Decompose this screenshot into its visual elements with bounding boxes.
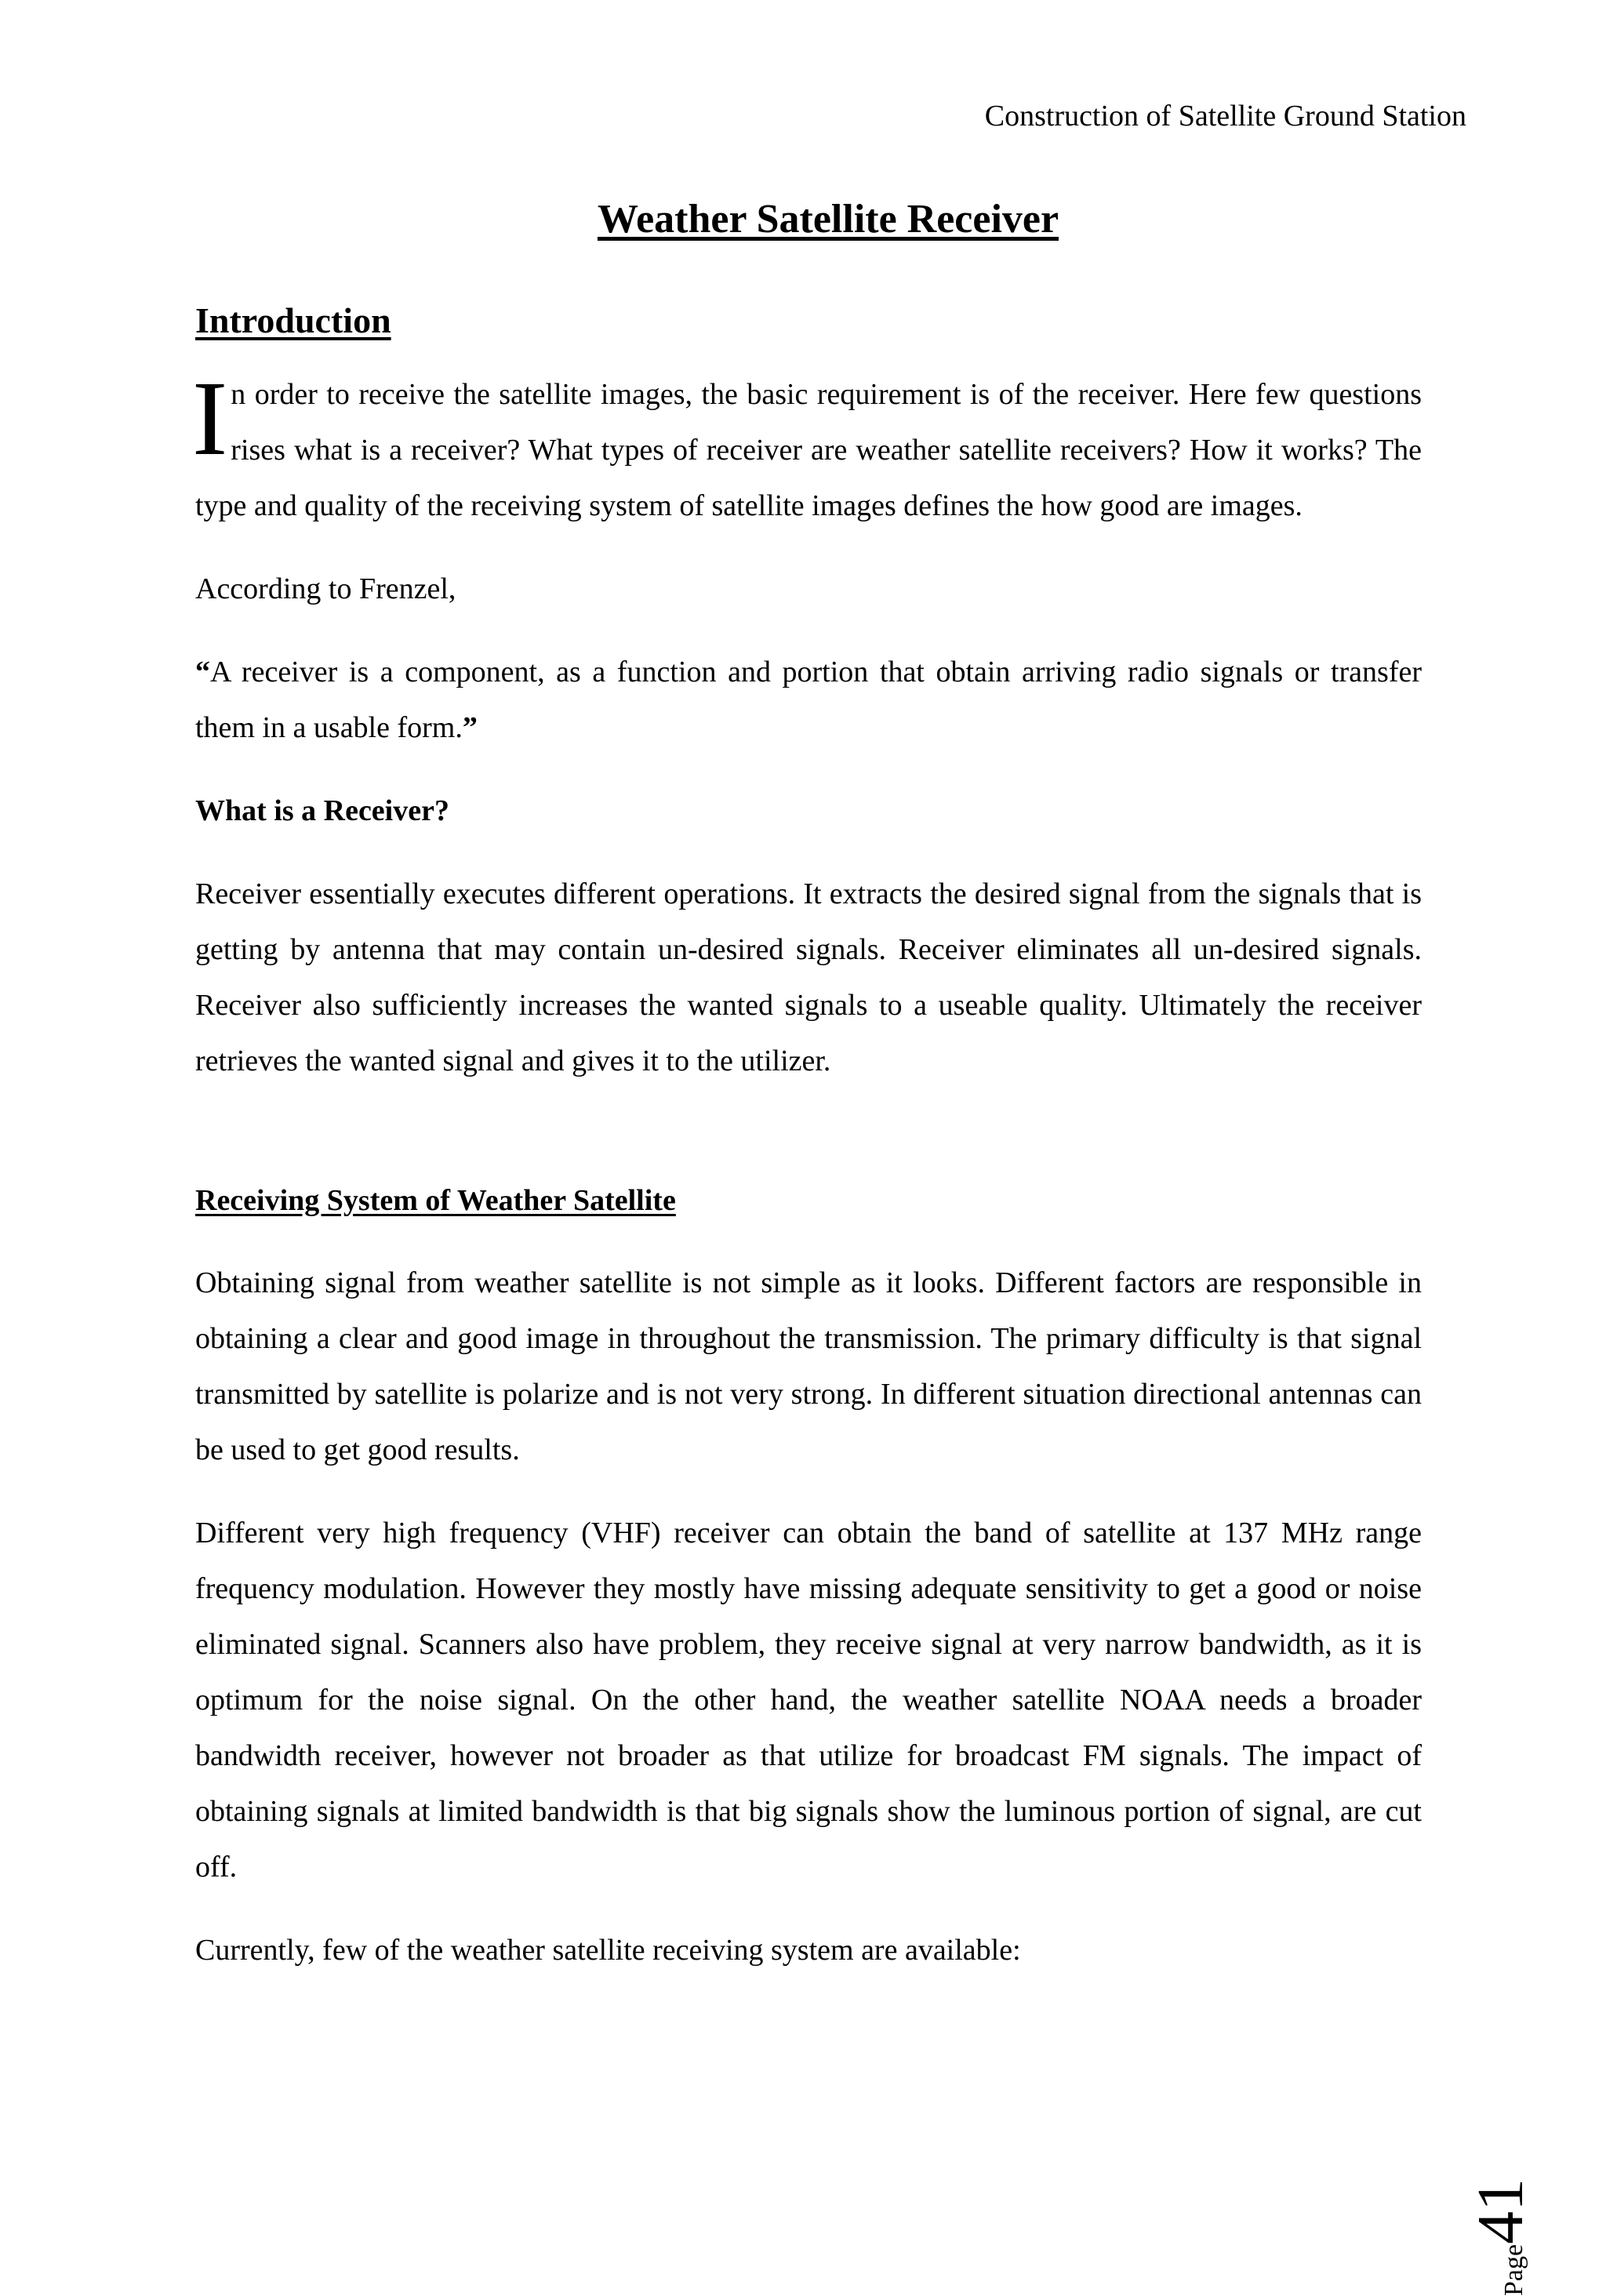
page-number xyxy=(1462,2061,1537,2296)
receiving-system-paragraph-1: Obtaining signal from weather satellite is not simple as it looks. Different factors are responsible in obtaining a clear and good image in throughout the transmission. The primary difficulty is that signal transmitted by satellite is polarize and is not very strong. In different situation directional antennas can be used to get good results. xyxy=(195,1266,1422,1466)
receiving-system-paragraph-3: Currently, few of the weather satellite receiving system are available: xyxy=(195,1934,1021,1967)
receiving-system-heading: Receiving System of Weather Satellite xyxy=(195,1184,676,1217)
what-is-receiver-heading: What is a Receiver? xyxy=(195,794,449,827)
page-label: Page xyxy=(1499,2243,1528,2296)
page-number-value: 41 xyxy=(1464,2178,1537,2244)
intro-paragraph xyxy=(192,360,1422,534)
running-header: Construction of Satellite Ground Station xyxy=(984,100,1466,133)
open-quote: “ xyxy=(195,656,210,688)
close-quote: ” xyxy=(462,711,478,744)
definition-quote xyxy=(195,645,1422,756)
document-title: Weather Satellite Receiver xyxy=(597,197,1059,242)
quote-text: A receiver is a component, as a function and portion that obtain arriving radio signals or transfer them in a usable form. xyxy=(195,656,1422,744)
what-is-receiver-paragraph: Receiver essentially executes different operations. It extracts the desired signal from the signals that is getting by antenna that may contain un-desired signals. Receiver eliminates all un-desired signals. Receiver also sufficiently increases the wanted signals to a useable quality. Ultimately the receiver retrieves the wanted signal and gives it to the utilizer. xyxy=(195,877,1422,1077)
receiving-system-paragraph-2: Different very high frequency (VHF) receiver can obtain the band of satellite at 137 MHz range frequency modulation. However they mostly have missing adequate sensitivity to get a good or noise eliminated signal. Scanners also have problem, they receive signal at very narrow bandwidth, as it is optimum for the noise signal. On the other hand, the weather satellite NOAA needs a broader bandwidth receiver, however not broader as that utilize for broadcast FM signals. The impact of obtaining signals at limited bandwidth is that big signals show the luminous portion of signal, are cut off. xyxy=(195,1517,1422,1884)
document-body xyxy=(192,295,1422,2006)
intro-paragraph-text: n order to receive the satellite images, the basic requirement is of the receiver. Here few questions rises what is a receiver? What types of receiver are weather satellite receivers? How it works? The type and quality of the receiving system of satellite images defines the how good are images. xyxy=(195,378,1422,522)
introduction-heading: Introduction xyxy=(195,300,391,340)
frenzel-paragraph: According to Frenzel, xyxy=(195,572,456,605)
drop-cap: I xyxy=(192,360,228,478)
